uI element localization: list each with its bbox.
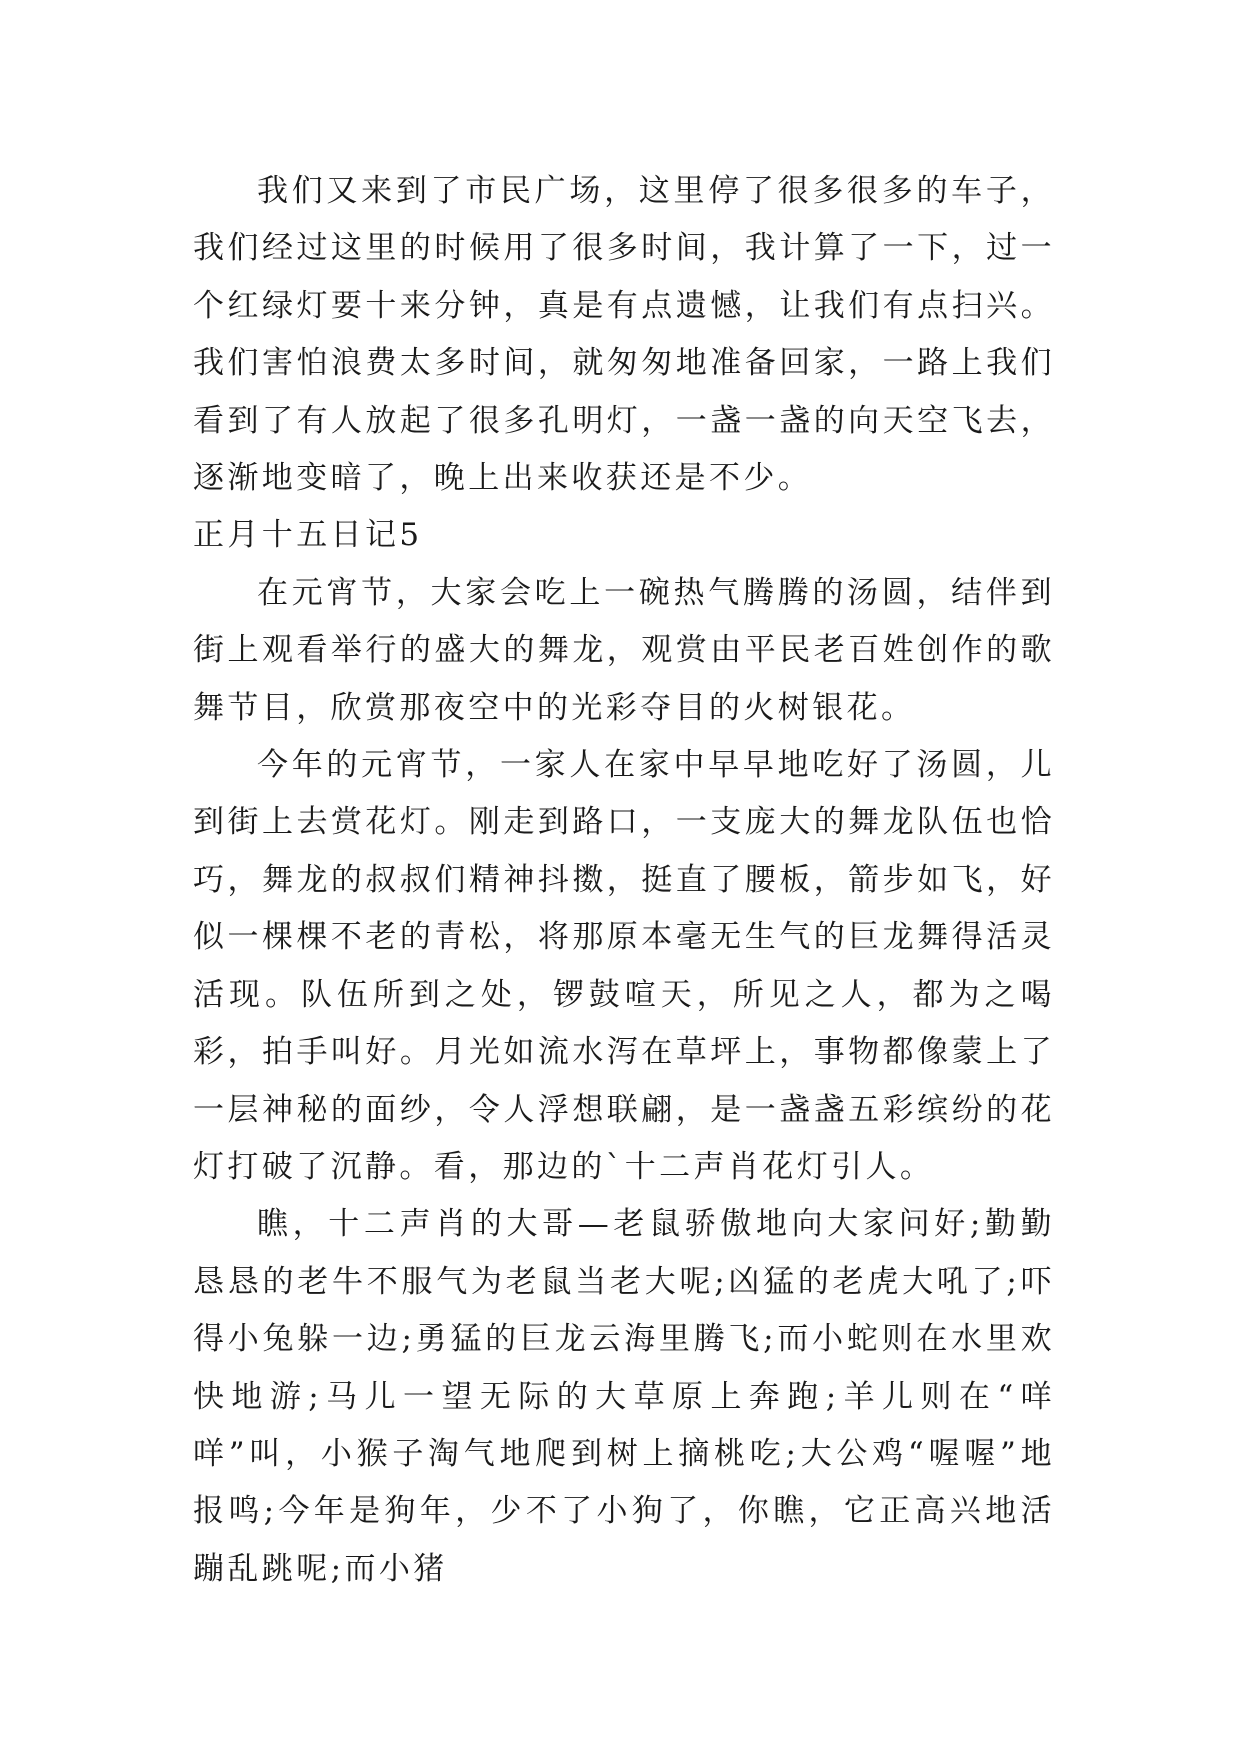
paragraph-2: 在元宵节，大家会吃上一碗热气腾腾的汤圆，结伴到街上观看举行的盛大的舞龙，观赏由平民老百姓创作的歌舞节目，欣赏那夜空中的光彩夺目的火树银花。 (193, 574, 1055, 726)
paragraph-3: 今年的元宵节，一家人在家中早早地吃好了汤圆，儿到街上去赏花灯。刚走到路口，一支庞大的舞龙队伍也恰巧，舞龙的叔叔们精神抖擞，挺直了腰板，箭步如飞，好似一棵棵不老的青松，将那原本毫无生气的巨龙舞得活灵活现。队伍所到之处，锣鼓喧天，所见之人，都为之喝彩，拍手叫好。月光如流水泻在草坪上，事物都像蒙上了一层神秘的面纱，令人浮想联翩，是一盏盏五彩缤纷的花灯打破了沉静。看，那边的`十二声肖花灯引人。 (193, 747, 1055, 1185)
document-body (193, 163, 1055, 1598)
paragraph-1: 我们又来到了市民广场，这里停了很多很多的车子，我们经过这里的时候用了很多时间，我计算了一下，过一个红绿灯要十来分钟，真是有点遗憾，让我们有点扫兴。我们害怕浪费太多时间，就匆匆地准备回家，一路上我们看到了有人放起了很多孔明灯，一盏一盏的向天空飞去，逐渐地变暗了，晚上出来收获还是不少。 (193, 173, 1055, 497)
paragraph-4: 瞧，十二声肖的大哥—老鼠骄傲地向大家问好;勤勤恳恳的老牛不服气为老鼠当老大呢;凶猛的老虎大吼了;吓得小兔躲一边;勇猛的巨龙云海里腾飞;而小蛇则在水里欢快地游;马儿一望无际的大草原上奔跑;羊儿则在“咩咩”叫，小猴子淘气地爬到树上摘桃吃;大公鸡“喔喔”地报鸣;今年是狗年，少不了小狗了，你瞧，它正高兴地活蹦乱跳呢;而小猪 (193, 1206, 1055, 1587)
section-heading: 正月十五日记5 (193, 517, 423, 554)
